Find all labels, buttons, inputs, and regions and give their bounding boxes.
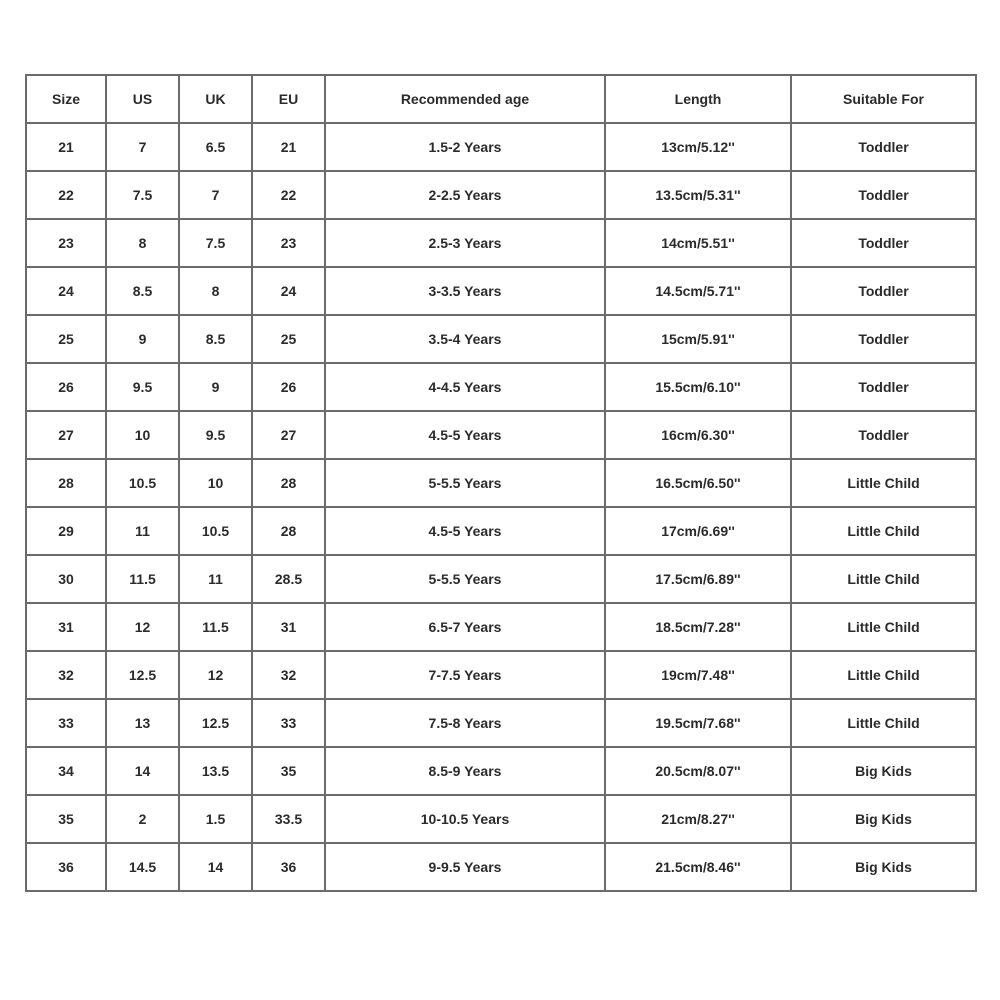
table-row (26, 507, 976, 555)
uk-cell: 7 (179, 171, 252, 219)
length-cell: 15.5cm/6.10'' (605, 363, 791, 411)
table-row (26, 411, 976, 459)
table-row (26, 843, 976, 891)
uk-cell: 10 (179, 459, 252, 507)
us-cell: 8.5 (106, 267, 179, 315)
uk-cell: 8.5 (179, 315, 252, 363)
suitable-for-cell: Big Kids (791, 747, 976, 795)
size-cell: 29 (26, 507, 106, 555)
length-cell: 18.5cm/7.28'' (605, 603, 791, 651)
uk-cell: 9 (179, 363, 252, 411)
us-cell: 8 (106, 219, 179, 267)
header-eu: EU (252, 75, 325, 123)
suitable-for-cell: Toddler (791, 363, 976, 411)
eu-cell: 28 (252, 507, 325, 555)
suitable-for-cell: Toddler (791, 267, 976, 315)
suitable-for-cell: Big Kids (791, 843, 976, 891)
us-cell: 14.5 (106, 843, 179, 891)
uk-cell: 7.5 (179, 219, 252, 267)
header-row (26, 75, 976, 123)
recommended-age-cell: 7.5-8 Years (325, 699, 605, 747)
us-cell: 7.5 (106, 171, 179, 219)
uk-cell: 1.5 (179, 795, 252, 843)
uk-cell: 14 (179, 843, 252, 891)
eu-cell: 35 (252, 747, 325, 795)
recommended-age-cell: 1.5-2 Years (325, 123, 605, 171)
length-cell: 20.5cm/8.07'' (605, 747, 791, 795)
suitable-for-cell: Toddler (791, 171, 976, 219)
suitable-for-cell: Little Child (791, 507, 976, 555)
suitable-for-cell: Big Kids (791, 795, 976, 843)
table-row (26, 171, 976, 219)
size-cell: 23 (26, 219, 106, 267)
eu-cell: 22 (252, 171, 325, 219)
size-cell: 21 (26, 123, 106, 171)
size-cell: 36 (26, 843, 106, 891)
uk-cell: 10.5 (179, 507, 252, 555)
uk-cell: 9.5 (179, 411, 252, 459)
table-row (26, 363, 976, 411)
length-cell: 16.5cm/6.50'' (605, 459, 791, 507)
size-cell: 27 (26, 411, 106, 459)
recommended-age-cell: 7-7.5 Years (325, 651, 605, 699)
recommended-age-cell: 2-2.5 Years (325, 171, 605, 219)
size-cell: 31 (26, 603, 106, 651)
size-cell: 22 (26, 171, 106, 219)
eu-cell: 28.5 (252, 555, 325, 603)
us-cell: 12 (106, 603, 179, 651)
size-cell: 35 (26, 795, 106, 843)
table-row (26, 795, 976, 843)
table-row (26, 219, 976, 267)
size-cell: 25 (26, 315, 106, 363)
length-cell: 19.5cm/7.68'' (605, 699, 791, 747)
recommended-age-cell: 8.5-9 Years (325, 747, 605, 795)
us-cell: 9.5 (106, 363, 179, 411)
header-recommended-age: Recommended age (325, 75, 605, 123)
eu-cell: 23 (252, 219, 325, 267)
recommended-age-cell: 6.5-7 Years (325, 603, 605, 651)
size-cell: 32 (26, 651, 106, 699)
uk-cell: 8 (179, 267, 252, 315)
table-body (26, 123, 976, 891)
eu-cell: 26 (252, 363, 325, 411)
length-cell: 19cm/7.48'' (605, 651, 791, 699)
us-cell: 2 (106, 795, 179, 843)
table-row (26, 699, 976, 747)
recommended-age-cell: 4-4.5 Years (325, 363, 605, 411)
eu-cell: 24 (252, 267, 325, 315)
uk-cell: 11 (179, 555, 252, 603)
eu-cell: 31 (252, 603, 325, 651)
recommended-age-cell: 9-9.5 Years (325, 843, 605, 891)
length-cell: 17.5cm/6.89'' (605, 555, 791, 603)
header-us: US (106, 75, 179, 123)
suitable-for-cell: Toddler (791, 315, 976, 363)
table-row (26, 651, 976, 699)
recommended-age-cell: 10-10.5 Years (325, 795, 605, 843)
length-cell: 17cm/6.69'' (605, 507, 791, 555)
us-cell: 13 (106, 699, 179, 747)
suitable-for-cell: Little Child (791, 555, 976, 603)
size-chart-table (25, 74, 977, 892)
eu-cell: 32 (252, 651, 325, 699)
eu-cell: 36 (252, 843, 325, 891)
recommended-age-cell: 4.5-5 Years (325, 411, 605, 459)
eu-cell: 27 (252, 411, 325, 459)
uk-cell: 13.5 (179, 747, 252, 795)
length-cell: 16cm/6.30'' (605, 411, 791, 459)
eu-cell: 28 (252, 459, 325, 507)
length-cell: 15cm/5.91'' (605, 315, 791, 363)
length-cell: 14cm/5.51'' (605, 219, 791, 267)
size-cell: 30 (26, 555, 106, 603)
table-row (26, 267, 976, 315)
recommended-age-cell: 3-3.5 Years (325, 267, 605, 315)
size-cell: 24 (26, 267, 106, 315)
length-cell: 21cm/8.27'' (605, 795, 791, 843)
us-cell: 9 (106, 315, 179, 363)
size-cell: 26 (26, 363, 106, 411)
us-cell: 14 (106, 747, 179, 795)
uk-cell: 12.5 (179, 699, 252, 747)
table-row (26, 315, 976, 363)
suitable-for-cell: Toddler (791, 123, 976, 171)
size-cell: 28 (26, 459, 106, 507)
header-size: Size (26, 75, 106, 123)
eu-cell: 21 (252, 123, 325, 171)
table-header (26, 75, 976, 123)
eu-cell: 33 (252, 699, 325, 747)
suitable-for-cell: Little Child (791, 459, 976, 507)
recommended-age-cell: 5-5.5 Years (325, 555, 605, 603)
length-cell: 13.5cm/5.31'' (605, 171, 791, 219)
uk-cell: 11.5 (179, 603, 252, 651)
header-uk: UK (179, 75, 252, 123)
length-cell: 13cm/5.12'' (605, 123, 791, 171)
length-cell: 21.5cm/8.46'' (605, 843, 791, 891)
size-cell: 34 (26, 747, 106, 795)
header-length: Length (605, 75, 791, 123)
recommended-age-cell: 3.5-4 Years (325, 315, 605, 363)
suitable-for-cell: Little Child (791, 603, 976, 651)
recommended-age-cell: 5-5.5 Years (325, 459, 605, 507)
table-row (26, 747, 976, 795)
length-cell: 14.5cm/5.71'' (605, 267, 791, 315)
header-suitable-for: Suitable For (791, 75, 976, 123)
table-row (26, 123, 976, 171)
uk-cell: 12 (179, 651, 252, 699)
recommended-age-cell: 2.5-3 Years (325, 219, 605, 267)
us-cell: 12.5 (106, 651, 179, 699)
table-row (26, 555, 976, 603)
suitable-for-cell: Little Child (791, 699, 976, 747)
uk-cell: 6.5 (179, 123, 252, 171)
us-cell: 11.5 (106, 555, 179, 603)
size-cell: 33 (26, 699, 106, 747)
suitable-for-cell: Toddler (791, 411, 976, 459)
suitable-for-cell: Toddler (791, 219, 976, 267)
eu-cell: 33.5 (252, 795, 325, 843)
us-cell: 11 (106, 507, 179, 555)
recommended-age-cell: 4.5-5 Years (325, 507, 605, 555)
us-cell: 10.5 (106, 459, 179, 507)
table-row (26, 459, 976, 507)
us-cell: 10 (106, 411, 179, 459)
eu-cell: 25 (252, 315, 325, 363)
us-cell: 7 (106, 123, 179, 171)
suitable-for-cell: Little Child (791, 651, 976, 699)
table-row (26, 603, 976, 651)
